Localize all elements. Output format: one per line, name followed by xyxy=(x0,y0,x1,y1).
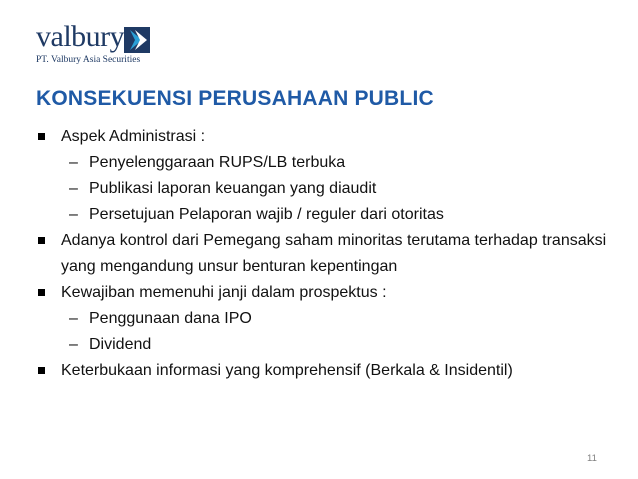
slide-body xyxy=(36,124,616,384)
dash-bullet-icon: – xyxy=(69,180,78,197)
sub-list-item xyxy=(36,202,616,228)
sub-list-item-text: Penggunaan dana IPO xyxy=(89,310,252,327)
dash-bullet-icon: – xyxy=(69,336,78,353)
page-number: 11 xyxy=(587,453,597,464)
dash-bullet-icon: – xyxy=(69,154,78,171)
sub-list-item-text: Publikasi laporan keuangan yang diaudit xyxy=(89,180,377,197)
dash-bullet-icon: – xyxy=(69,206,78,223)
sub-list-item-text: Penyelenggaraan RUPS/LB terbuka xyxy=(89,154,346,171)
sub-list-item-text: Persetujuan Pelaporan wajib / reguler dari otoritas xyxy=(89,206,444,223)
list-item-text: Keterbukaan informasi yang komprehensif (Berkala & Insidentil) xyxy=(61,362,513,379)
arrow-logo-icon xyxy=(124,27,150,53)
square-bullet-icon xyxy=(38,289,45,296)
square-bullet-icon xyxy=(38,133,45,140)
list-item xyxy=(36,358,616,384)
sub-list-item xyxy=(36,150,616,176)
square-bullet-icon xyxy=(38,367,45,374)
dash-bullet-icon: – xyxy=(69,310,78,327)
list-item xyxy=(36,228,616,280)
logo-subtitle: PT. Valbury Asia Securities xyxy=(36,55,141,65)
list-item-text: Aspek Administrasi : xyxy=(61,128,206,145)
sub-list-item xyxy=(36,306,616,332)
valbury-logo xyxy=(36,20,156,68)
logo-wordmark: valbury xyxy=(36,20,125,53)
square-bullet-icon xyxy=(38,237,45,244)
list-item-text: Adanya kontrol dari Pemegang saham minoritas terutama terhadap transaksi yang mengandung unsur benturan kepentingan xyxy=(61,232,607,275)
list-item-text: Kewajiban memenuhi janji dalam prospektus : xyxy=(61,284,387,301)
list-item xyxy=(36,280,616,306)
slide-title: KONSEKUENSI PERUSAHAAN PUBLIC xyxy=(36,87,434,110)
sub-list-item xyxy=(36,332,616,358)
list-item xyxy=(36,124,616,150)
sub-list-item xyxy=(36,176,616,202)
sub-list-item-text: Dividend xyxy=(89,336,152,353)
